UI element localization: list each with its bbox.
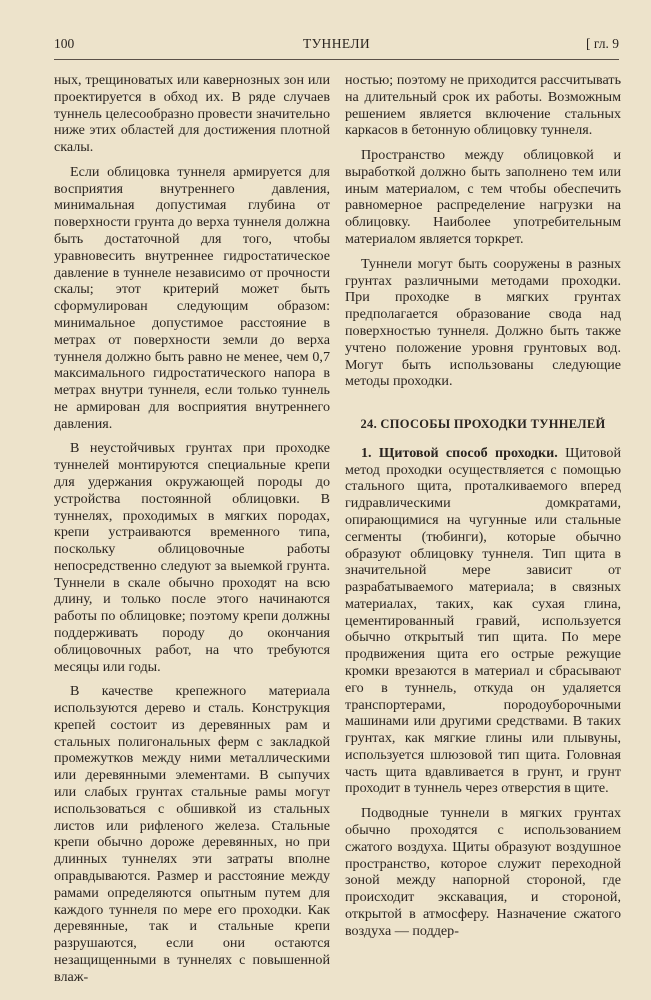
header-rule <box>54 59 619 60</box>
running-title: ТУННЕЛИ <box>302 36 371 51</box>
subsection-heading: 1. Щитовой способ проходки. <box>361 444 558 461</box>
paragraph: Туннели могут быть сооружены в разных грунтах различными методами проходки. При проходке в мягких грунтах предполагается образование свода над поверхностью туннеля. Должно быть также учтено положение уровня грунтовых вод. Могут быть использованы следующие методы проходки. <box>345 255 621 390</box>
paragraph: В качестве крепежного материала используются дерево и сталь. Конструкция крепей состоит из деревянных рам и стальных полигональных ферм с закладкой промежутков между ними металлическими или деревянными элементами. В сыпучих или слабых грунтах стальные рамы могут использоваться с обшивкой из стальных листов или рифленого железа. Стальные крепи обычно дороже деревянных, но при длинных туннелях эти затраты вполне оправдываются. Размер и расстояние между рамами определяются опытным путем для каждого туннеля по мере его проходки. Как деревянные, так и стальные крепи разрушаются, если они остаются незащищенными в туннелях с повышенной влаж- <box>54 683 330 985</box>
chapter-marker: [ гл. 9 <box>586 36 619 51</box>
right-column <box>345 72 621 948</box>
paragraph: ностью; поэтому не приходится рассчитывать на длительный срок их работы. Возможным решением является включение стальных каркасов в бетонную облицовку туннеля. <box>345 72 621 139</box>
left-column <box>54 72 330 993</box>
paragraph: В неустойчивых грунтах при проходке туннелей монтируются специальные крепи для удержания окружающей породы до устройства постоянной облицовки. В туннелях, проходимых в мягких породах, крепи устраиваются временного типа, поскольку облицовочные работы непосредственно следуют за выемкой грунта. Туннели в скале обычно проходят на всю длину, и только после этого начинаются работы по облицовке; поэтому крепи должны поддерживать породу до окончания облицовочных работ, на что требуются месяцы или годы. <box>54 440 330 675</box>
section-heading: 24. СПОСОБЫ ПРОХОДКИ ТУННЕЛЕЙ <box>360 417 606 432</box>
paragraph: Если облицовка туннеля армируется для восприятия внутреннего давления, минимальная допустимая глубина от поверхности грунта до верха туннеля должна быть достаточной для того, чтобы уравновесить внутреннее гидростатическое давление в туннеле независимо от прочности скалы; этот критерий может быть сформулирован следующим образом: минимальное допустимое расстояние в метрах от поверхности земли до верха туннеля должно быть равно не менее, чем 0,7 максимального гидростатического напора в метрах внутри туннеля, если только туннель не армирован для восприятия внутреннего давления. <box>54 163 330 432</box>
paragraph <box>345 445 621 797</box>
page-header <box>54 36 619 58</box>
paragraph-text: Щитовой метод проходки осуществляется с помощью стального щита, проталкиваемого вперед гидравлическими домкратами, опирающимися на чугунные или стальные сегменты (тюбинги), которые обычно образуют облицовку туннеля. Тип щита в значительной мере зависит от разрабатываемого материала; в связных материалах, таких, как сухая глина, цементированный гравий, используется обычно открытый тип щита. По мере продвижения щита его острые режущие кромки врезаются в материал и сбрасывают его в туннель, откуда он удаляется транспортерами, породоуборочными машинами или другими средствами. В таких грунтах, как мягкие глины или плывуны, используется шлюзовой тип щита. Головная часть щита вдавливается в грунт, и грунт проходит в туннель через отверстия в щите. <box>345 444 621 797</box>
paragraph: Подводные туннели в мягких грунтах обычно проходятся с использованием сжатого воздуха. Щиты образуют воздушное пространство, которое служит переходной зоной между напорной стороной, где происходит экскавация, и стороной, открытой в атмосферу. Назначение сжатого воздуха — поддер- <box>345 805 621 939</box>
paragraph: ных, трещиноватых или кавернозных зон или проектируется в обход их. В ряде случаев туннель целесообразно провести значительно ниже этих областей для достижения плотной скалы. <box>54 72 330 156</box>
page-number: 100 <box>54 36 75 51</box>
paragraph: Пространство между облицовкой и выработкой должно быть заполнено тем или иным материалом, с тем чтобы обеспечить равномерное распределение нагрузки на облицовку. Наиболее употребительным материалом является торкрет. <box>345 147 621 248</box>
